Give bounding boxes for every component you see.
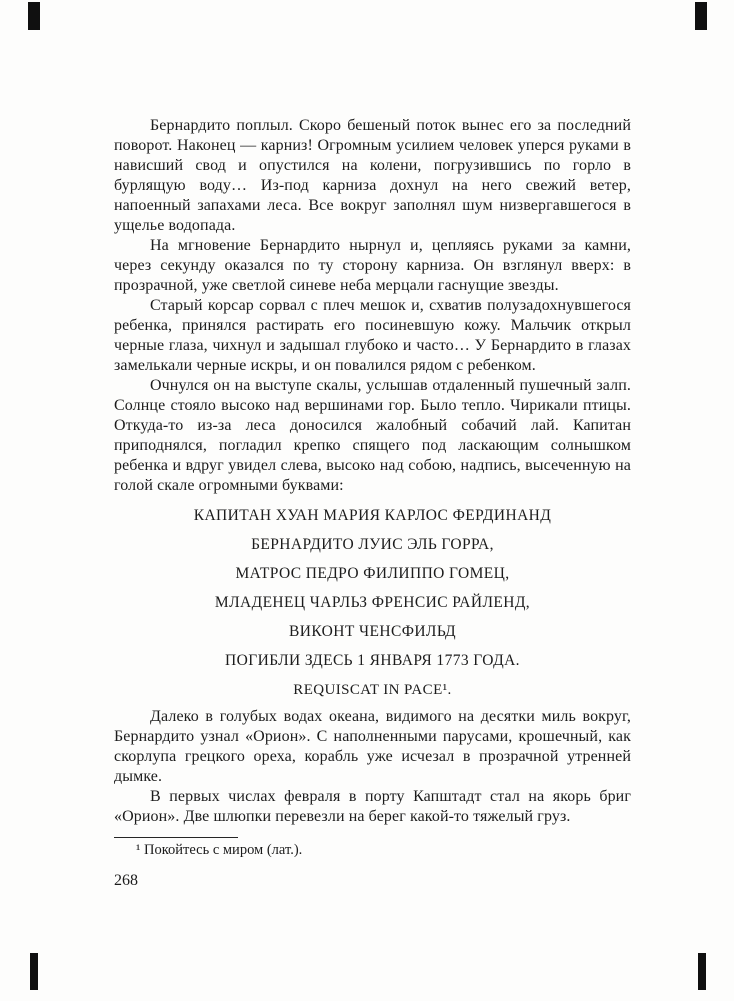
- footnote-divider: [114, 837, 238, 838]
- paragraph: Бернардито поплыл. Скоро бешеный поток вынес его за последний поворот. Наконец — карниз! Огромным усилием человек уперся руками в нависший свод и опустился на колени, погрузившись по горло в бурлящую воду… Из-под карниза дохнул на него свежий ветер, напоенный запахами леса. Все вокруг заполнял шум низвергавшегося в ущелье водопада.: [114, 117, 631, 234]
- footnote: ¹ Покойтесь с миром (лат.).: [136, 842, 303, 858]
- inscription-line: МЛАДЕНЕЦ ЧАРЛЬЗ ФРЕНСИС РАЙЛЕНД,: [214, 594, 531, 611]
- registration-mark-bottom-right: [698, 953, 706, 990]
- paragraph: Очнулся он на выступе скалы, услышав отдаленный пушечный залп. Солнце стояло высоко над вершинами гор. Было тепло. Чирикали птицы. Откуда-то из-за леса доносился жалобный собачий лай. Капитан приподнялся, погладил крепко спящего под ласкающим солнышком ребенка и вдруг увидел слева, высоко над собою, надпись, высеченную на голой скале огромными буквами:: [114, 377, 631, 494]
- rock-inscription: [114, 507, 631, 699]
- inscription-line: ВИКОНТ ЧЕНСФИЛЬД: [289, 623, 456, 640]
- page-number: 268: [114, 872, 138, 889]
- paragraph: Старый корсар сорвал с плеч мешок и, схватив полузадохнувшегося ребенка, принялся растирать его посиневшую кожу. Мальчик открыл черные глаза, чихнул и задышал глубоко и часто… У Бернардито в глазах замелькали черные искры, и он повалился рядом с ребенком.: [114, 297, 631, 374]
- paragraph: Далеко в голубых водах океана, видимого на десятки миль вокруг, Бернардито узнал «Орион». С наполненными парусами, крошечный, как скорлупа грецкого ореха, корабль уже исчезал в прозрачной утренней дымке.: [114, 708, 631, 785]
- text-block: [114, 116, 631, 890]
- registration-mark-bottom-left: [30, 953, 38, 990]
- inscription-line: ПОГИБЛИ ЗДЕСЬ 1 ЯНВАРЯ 1773 ГОДА.: [225, 652, 520, 669]
- paragraph: На мгновение Бернардито нырнул и, цепляясь руками за камни, через секунду оказался по ту сторону карниза. Он взглянул вверх: в прозрачной, уже светлой синеве неба мерцали гаснущие звезды.: [114, 237, 631, 294]
- paragraph: В первых числах февраля в порту Капштадт стал на якорь бриг «Орион». Две шлюпки перевезли на берег какой-то тяжелый груз.: [114, 788, 631, 825]
- inscription-line-latin: REQUISCAT IN PACE¹.: [293, 682, 452, 698]
- inscription-line: МАТРОС ПЕДРО ФИЛИППО ГОМЕЦ,: [235, 565, 510, 582]
- inscription-line: КАПИТАН ХУАН МАРИЯ КАРЛОС ФЕРДИНАНД: [193, 507, 552, 524]
- inscription-line: БЕРНАРДИТО ЛУИС ЭЛЬ ГОРРА,: [251, 536, 494, 553]
- registration-mark-top-right: [695, 2, 707, 30]
- registration-mark-top-left: [28, 2, 40, 30]
